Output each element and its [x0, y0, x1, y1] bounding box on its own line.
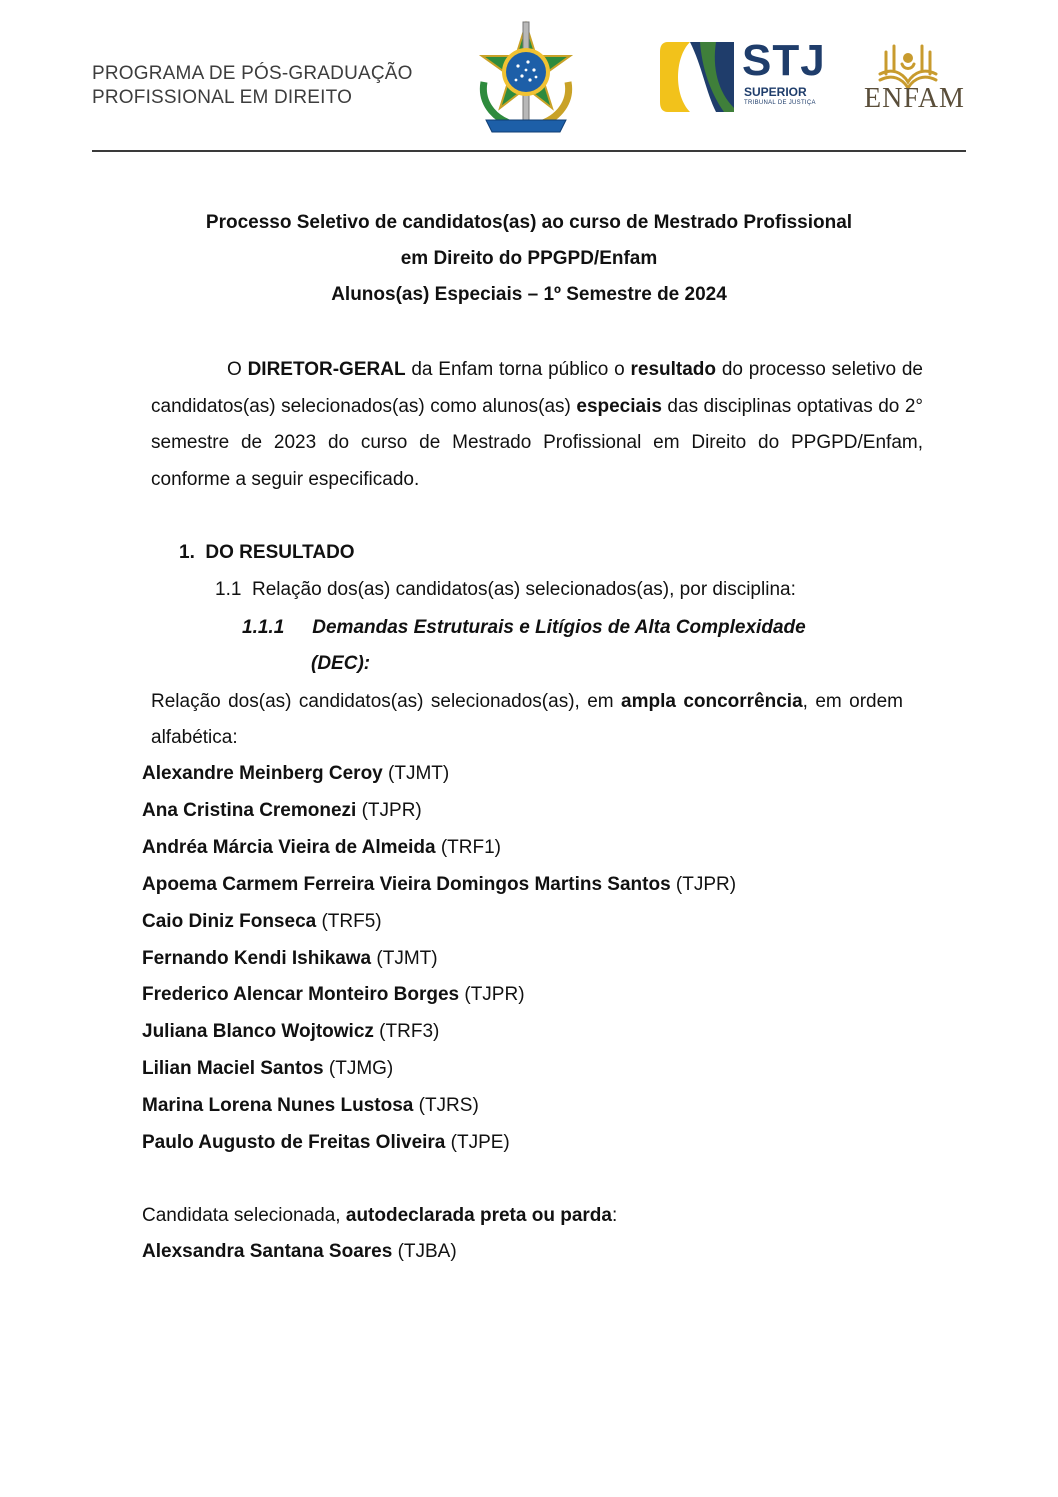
- paragraph-text: do processo seletivo de candidatos(as) selecionados(as) como alunos(as): [151, 359, 923, 417]
- document-title: [0, 205, 1058, 313]
- discipline-number: 1.1.1: [242, 617, 285, 638]
- quota-intro-text: :: [611, 1205, 618, 1226]
- quota-intro-bold: autodeclarada preta ou parda: [345, 1205, 612, 1226]
- candidate-court: (TJRS): [413, 1095, 479, 1117]
- candidate-row: [142, 867, 736, 904]
- section-heading: 1. DO RESULTADO: [179, 542, 355, 563]
- paragraph-text: O: [227, 359, 248, 380]
- candidate-name: Marina Lorena Nunes Lustosa: [142, 1095, 414, 1117]
- discipline-title-cont: (DEC):: [311, 653, 371, 674]
- candidate-name: Alexandre Meinberg Ceroy: [142, 763, 383, 784]
- candidate-name: Juliana Blanco Wojtowicz: [142, 1021, 374, 1043]
- paragraph-bold: DIRETOR-GERAL: [247, 359, 406, 380]
- paragraph-bold: especiais: [576, 395, 662, 417]
- candidate-row: [142, 904, 736, 941]
- header-divider: [92, 150, 966, 152]
- program-name: [92, 62, 413, 110]
- stj-logo-text: STJ: [742, 36, 826, 85]
- candidates-list: [142, 756, 736, 1162]
- intro-text: Relação dos(as) candidatos(as) selecionados(as), em: [151, 691, 622, 712]
- quota-intro-text: Candidata selecionada,: [142, 1205, 346, 1226]
- candidate-name: Alexsandra Santana Soares: [142, 1241, 393, 1262]
- candidate-name: Caio Diniz Fonseca: [142, 910, 317, 932]
- candidate-name: Fernando Kendi Ishikawa: [142, 947, 372, 969]
- candidate-row: [142, 1125, 736, 1162]
- candidate-row: [142, 1088, 736, 1125]
- candidate-row: [142, 1014, 736, 1051]
- stj-emblem-icon: [660, 42, 734, 112]
- candidate-court: (TJPR): [459, 984, 525, 1006]
- program-name-line1: PROGRAMA DE PÓS-GRADUAÇÃO: [92, 63, 413, 84]
- candidate-row: [142, 1051, 736, 1088]
- candidate-row: [142, 756, 736, 793]
- candidate-row: [142, 977, 736, 1014]
- candidate-court: (TRF3): [373, 1021, 440, 1043]
- candidate-court: (TJPR): [356, 799, 422, 821]
- title-line3: Alunos(as) Especiais – 1º Semestre de 2024: [331, 284, 727, 305]
- stj-logo-sub2: TRIBUNAL DE JUSTIÇA: [744, 100, 816, 106]
- paragraph-bold: resultado: [630, 359, 717, 380]
- enfam-book-icon: [876, 42, 940, 88]
- candidate-name: Paulo Augusto de Freitas Oliveira: [142, 1132, 446, 1154]
- candidate-row: [142, 941, 736, 978]
- candidate-court: (TJPE): [445, 1132, 510, 1154]
- candidate-court: (TJMT): [382, 763, 450, 784]
- candidate-court: (TRF1): [435, 836, 502, 858]
- subsection-heading: 1.1 Relação dos(as) candidatos(as) selecionados(as), por disciplina:: [215, 579, 796, 600]
- candidate-court: (TRF5): [316, 910, 382, 932]
- announcement-paragraph: [151, 352, 923, 498]
- quota-candidate-row: [142, 1234, 457, 1270]
- title-line2: em Direito do PPGPD/Enfam: [400, 248, 658, 269]
- candidate-name: Frederico Alencar Monteiro Borges: [142, 984, 460, 1006]
- candidate-name: Lilian Maciel Santos: [142, 1058, 324, 1080]
- candidate-name: Andréa Márcia Vieira de Almeida: [142, 836, 436, 858]
- candidate-court: (TJMG): [323, 1058, 394, 1080]
- candidate-court: (TJBA): [392, 1241, 457, 1262]
- paragraph-text: da Enfam torna público o: [405, 359, 631, 380]
- candidate-name: Apoema Carmem Ferreira Vieira Domingos Martins Santos: [142, 873, 671, 895]
- candidate-row: [142, 793, 736, 830]
- stj-logo-sub1: SUPERIOR: [744, 85, 807, 99]
- discipline-heading: [242, 610, 806, 646]
- title-line1: Processo Seletivo de candidatos(as) ao curso de Mestrado Profissional: [205, 212, 853, 233]
- candidate-row: [142, 830, 736, 867]
- intro-bold: ampla concorrência: [621, 691, 803, 712]
- intro-text: , em ordem alfabética:: [151, 691, 903, 748]
- discipline-title: Demandas Estruturais e Litígios de Alta Complexidade: [312, 617, 806, 638]
- candidate-court: (TJMT): [371, 947, 438, 969]
- candidate-court: (TJPR): [670, 873, 737, 895]
- paragraph-text: das disciplinas optativas do 2° semestre de 2023 do curso de Mestrado Profissional em Direito do PPGPD/Enfam, conforme a seguir especificado.: [151, 395, 924, 490]
- brazil-coat-of-arms-icon: [470, 20, 582, 135]
- candidate-name: Ana Cristina Cremonezi: [142, 799, 357, 821]
- list-intro: [151, 684, 903, 756]
- program-name-line2: PROFISSIONAL EM DIREITO: [92, 87, 353, 108]
- enfam-logo-text: ENFAM: [864, 83, 965, 114]
- quota-intro: [142, 1198, 617, 1234]
